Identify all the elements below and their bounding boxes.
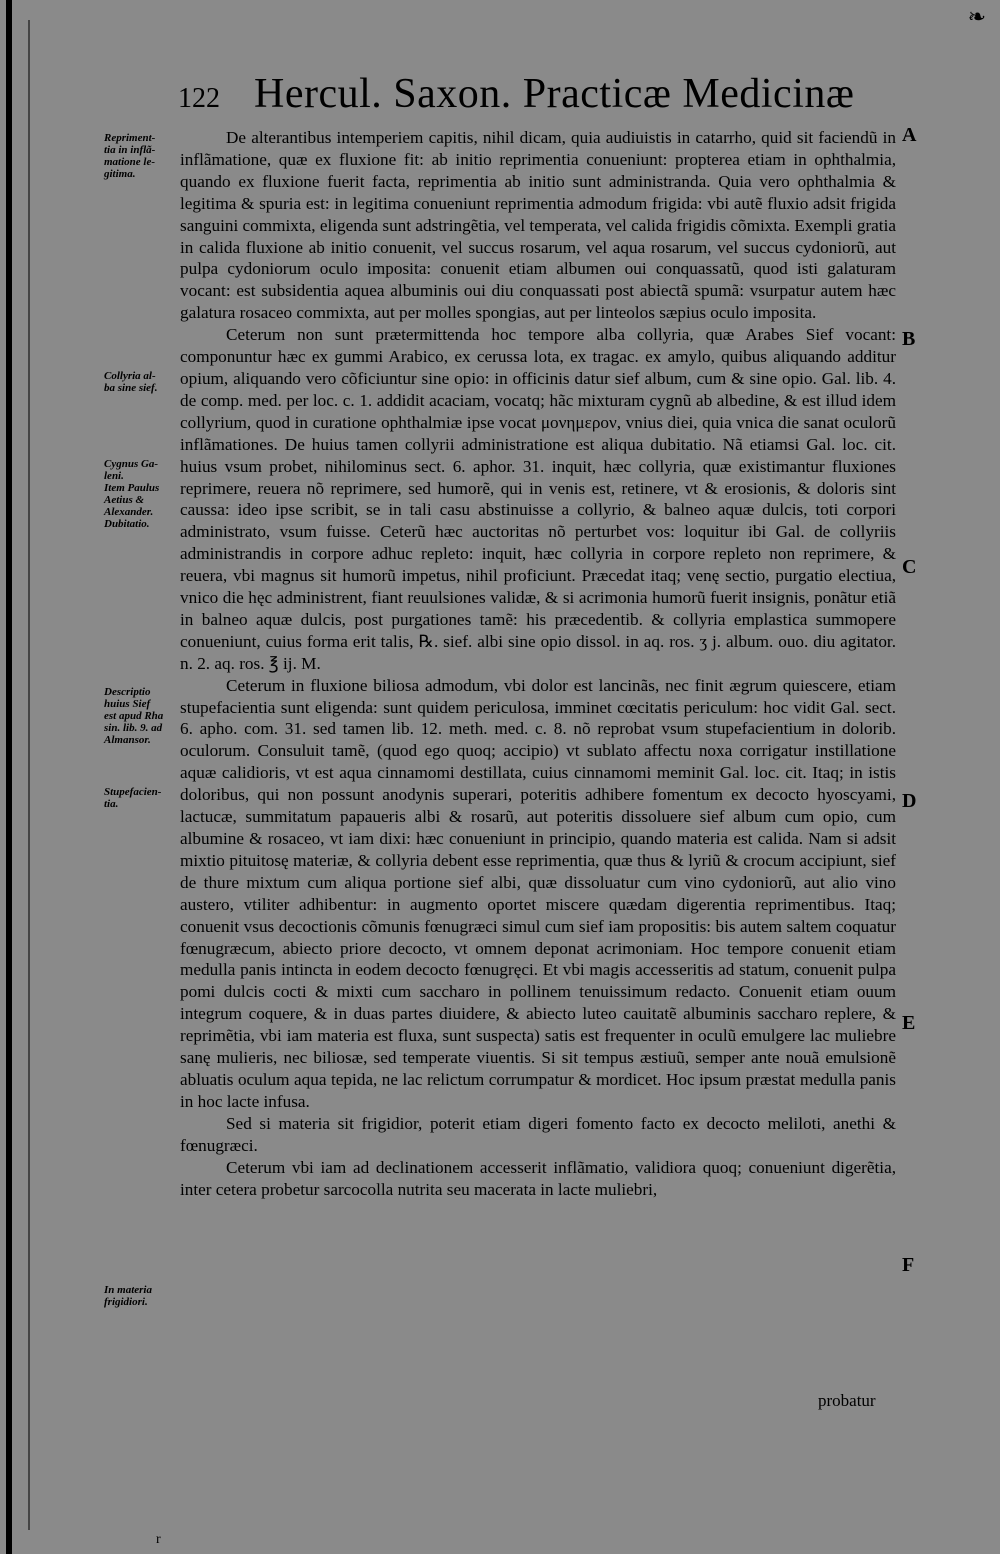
corner-mark: ❧ (967, 4, 986, 29)
section-letter: A (902, 124, 917, 146)
binding-edge (6, 0, 12, 1554)
paragraph: Ceterum vbi iam ad declinationem accesserit inflãmatio, validiora quoq; conueniunt digerẽtia, inter cetera probetur sarcocolla nutrita seu macerata in lacte muliebri, (180, 1157, 896, 1199)
bottom-mark: r (156, 1532, 161, 1547)
paragraph: Ceterum non sunt prætermittenda hoc tempore alba collyria, quæ Arabes Sief vocant: componuntur hæc ex gummi Arabico, ex cerussa lota, ex tragac. ex amylo, quibus aliquando additur opium, aliquando vero cõficiuntur sine opio: in officinis datur sief album, cum & sine opio. Gal. lib. 4. de comp. med. per loc. c. 1. addidit acaciam, vocatq; hãc mixturam cygnũ ab albedine, & est illud idem collyrium, quod in curatione ophthalmiæ ipse vocat μονημερον, vnius diei, quia vnica die sanat oculorũ inflãmationes. De huius tamen collyrii administratione est aliqua dubitatio. Nã etiamsi Gal. loc. cit. huius vsum probet, nihilominus sect. 6. aphor. 31. inquit, hæc collyria, quæ existimantur fluxiones reprimere, reuera nõ reprimere, sed humorẽ, qui in venis est, retinere, vt & erosionis, & doloris sint caussa: ideo ipse scribit, se in tali casu abstinuisse a collyrio, & balneo aquæ dulcis, toti corpori administrato, vsum fuisse. Ceterũ hæc auctoritas nõ perturbet vos: loquitur ibi Gal. de collyriis administrandis in corpore adhuc repleto: inquit, hæc collyria in corpore repleto non reprimere, & reuera, vbi magnus sit humorũ impetus, nihil proficiunt. Præcedat itaq; venę sectio, purgatio electiua, vnico die hęc administrent, fiant reuulsiones validæ, & si acrimonia humorũ fuerit insignis, ponãtur etiã in balneo aquæ dulcis, post purgationes tamẽ: his præcedentib. & collyria emplastica summopere conueniunt, cuius forma erit talis, ℞. sief. albi sine opio dissol. in aq. ros. ʒ j. album. ouo. diu agitator. n. 2. aq. ros. ℥ ij. M. (180, 325, 896, 673)
paragraph: Sed si materia sit frigidior, poterit etiam digeri fomento facto ex decocto meliloti, anethi & fœnugræci. (180, 1113, 896, 1155)
section-letter: F (902, 1254, 915, 1276)
binding-shadow (28, 20, 30, 1530)
paragraph: Ceterum in fluxione biliosa admodum, vbi dolor est lancinãs, nec finit ægrum quiescere, etiam stupefacientia sunt eligenda: sunt quidem periculosa, imminet cœcitatis periculum: hoc vidit Gal. sect. 6. apho. com. 31. sed tamen lib. 12. meth. med. c. 8. nõ reprobat vsum stupefacientium in dolorib. oculorum. Consuluit tamẽ, (quod ego quoq; accipio) vt sublato affectu noxa corrigatur instillatione aquæ calidioris, vt est aqua cinnamomi destillata, cuius cinnamomi meminit Gal. loc. cit. Itaq; in istis doloribus, qui non possunt anodynis superari, poteritis adhibere fomentum ex decocto hyoscyami, lactucæ, summitatum papaueris albi & rosarũ, aut poteritis dissoluere sief album cum opio, cum albumine & rosaceo, vt iam dixi: hæc conueniunt in principio, quando materia est calida. Nam si adsit mixtio pituitosę materiæ, & collyria debent esse reprimentia, quæ thus & lyriũ & crocum accipiunt, sief de thure mixtum cum aliqua portione sief albi, quæ dissoluatur cum vino cydoniorũ, aut alio vino austero, vtiliter adhibentur: in augmento oportet miscere quædam digerentia reprimentibus. Itaq; conuenit vsus decoctionis cõmunis fœnugræci simul cum sief iam propositis: bis autem saltem coquatur fœnugræcum, abiecto priore decocto, vt omnem deponat acrimoniam. Hoc tempore conuenit etiam medulla panis intincta in eodem decocto fœnugręci. Et vbi magis accesseritis ad statum, conuenit pulpa pomi dulcis cocti & mixti cum saccharo in pollinem tenuissimum redacto. Conuenit etiam ouum integrum coquere, & in duas partes diuidere, & abiecto luteo cauitatẽ albuminis saccharo replere, & reprimẽtia, vbi iam materia est fluxa, sunt suspecta) satis est frequenter in oculũ emulgere lac muliebre sanę mulieris, nec biliosæ, sed temperate viuentis. Si sit tempus æstiuũ, semper ante nouã emulsionẽ abluatis oculum aqua tepida, ne lac relictum corrumpatur & mordicet. Hoc ipsum præstat medulla panis in hoc lacte infusa. (180, 675, 896, 1111)
margin-note: Stupefacien- tia. (104, 786, 162, 810)
section-letter: B (902, 328, 916, 350)
margin-note: Repriment- tia in inflã- matione le- gitima. (104, 132, 156, 180)
margin-notes (104, 0, 184, 1554)
paragraph: De alterantibus intemperiem capitis, nihil dicam, quia audiuistis in catarrho, quid sit faciendũ in inflãmatione, quæ ex fluxione fit: ab initio reprimentia conueniunt: propterea etiam in ophthalmia, quando ex fluxione fuerit facta, reprimentia ab initio sunt administranda. Quia vero ophthalmia & legitima & spuria est: in legitima conueniunt reprimentia admodum frigida: vbi autẽ fluxio adsit frigida sanguini commixta, eligenda sunt adstringẽtia, vel temperata, vel calida frigidis cõmixta. Exempli gratia in calida fluxione ab initio conuenit, vel succus rosarum, vel aqua rosarum, vel succus cydoniorũ, aut pulpa cydoniorum oculo imposita: conuenit etiam albumen oui conquassatũ, quod isti galaturam vocant: est subsidentia aquea albuminis oui diu conquassati post abiectã spumã: vsurpatur autem hæc galatura rosaceo commixta, aut per molles spongias, aut per linteolos sæpius oculo imposita. (180, 128, 896, 323)
section-letter: D (902, 790, 917, 812)
section-letter: E (902, 1012, 916, 1034)
main-text (180, 127, 896, 1200)
margin-note: Collyria al- ba sine sief. (104, 370, 158, 394)
margin-note: Cygnus Ga- leni. Item Paulus Aetius & Alexander. Dubitatio. (104, 458, 160, 530)
running-title: Hercul. Saxon. Practicæ Medicinæ (254, 71, 855, 117)
catchword: probatur (818, 1391, 876, 1410)
margin-note: Descriptio huius Sief est apud Rha sin. lib. 9. ad Almansor. (104, 686, 164, 746)
margin-note: In materia frigidiori. (104, 1284, 152, 1308)
page-number: 122 (178, 83, 220, 114)
page-header (178, 70, 918, 126)
section-letter: C (902, 556, 917, 578)
